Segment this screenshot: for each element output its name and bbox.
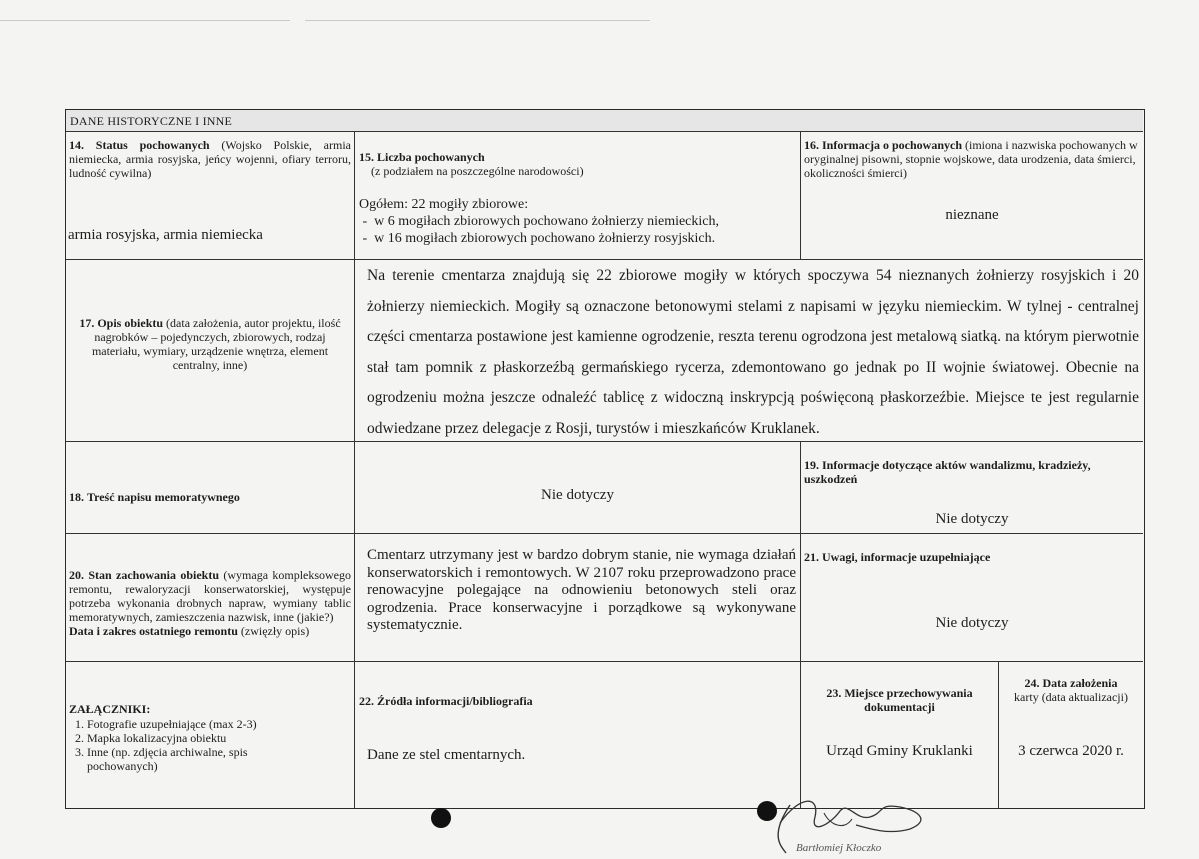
field-17-label: 17. Opis obiektu (data założenia, autor projektu, ilość nagrobków – pojedynczych, zbiorowych, rodzaj materiału, wymiary, urządzenie wnętrza, element centralny, inne) bbox=[79, 316, 341, 372]
field-24-label: 24. Data założenia karty (data aktualizacji) bbox=[1014, 676, 1128, 704]
field-16 bbox=[801, 132, 1143, 260]
field-21-value: Nie dotyczy bbox=[935, 615, 1009, 631]
field-19 bbox=[801, 442, 1143, 534]
field-18 bbox=[66, 442, 355, 534]
field-22-value: Dane ze stel cmentarnych. bbox=[367, 747, 526, 763]
field-22 bbox=[355, 662, 801, 808]
top-rule-left bbox=[0, 20, 290, 21]
top-rule-right bbox=[305, 20, 650, 21]
list-item: 1. Fotografie uzupełniające (max 2-3) bbox=[87, 717, 317, 731]
field-21 bbox=[801, 534, 1143, 662]
field-20 bbox=[66, 534, 355, 662]
field-19-value: Nie dotyczy bbox=[935, 511, 1009, 527]
attachments bbox=[66, 662, 355, 808]
field-21-label: 21. Uwagi, informacje uzupełniające bbox=[804, 550, 991, 564]
field-18-text: Nie dotyczy bbox=[541, 487, 614, 503]
field-20-label: 20. Stan zachowania obiektu (wymaga kompleksowego remontu, rewaloryzacji konserwatorskiej, występuje potrzeba wykonania drobnych napraw, wymiany tablic memoratywnych, zamieszczenia nazwisk, inne (jakie?) Data i zakres ostatniego remontu (zwięzły opis) bbox=[69, 568, 352, 638]
list-item: 3. Inne (np. zdjęcia archiwalne, spis pochowanych) bbox=[87, 745, 317, 773]
field-20-value: Cmentarz utrzymany jest w bardzo dobrym stanie, nie wymaga działań konserwatorskich i remontowych. W 2107 roku przeprowadzono prace renowacyjne polegające na odnowieniu betonowych steli oraz ogrodzenia. Prace konserwacyjne i porządkowe są wykonywane systematycznie. bbox=[355, 534, 801, 662]
field-23-label: 23. Miejsce przechowywania dokumentacji bbox=[826, 686, 973, 714]
field-18-label: 18. Treść napisu memoratywnego bbox=[69, 490, 240, 504]
field-18-value bbox=[355, 442, 801, 534]
field-19-label: 19. Informacje dotyczące aktów wandalizmu, kradzieży, uszkodzeń bbox=[804, 458, 1091, 486]
list-item: 2. Mapka lokalizacyjna obiektu bbox=[87, 731, 317, 745]
field-14-value: armia rosyjska, armia niemiecka bbox=[68, 227, 263, 243]
field-17 bbox=[66, 260, 355, 442]
field-14 bbox=[66, 132, 355, 260]
field-16-label: 16. Informacja o pochowanych (imiona i nazwiska pochowanych w oryginalnej pisowni, stopnie wojskowe, data urodzenia, data śmierci, okoliczności śmierci) bbox=[804, 138, 1138, 180]
field-23-value: Urząd Gminy Kruklanki bbox=[826, 743, 973, 759]
field-22-label: 22. Źródła informacji/bibliografia bbox=[359, 694, 533, 708]
field-24 bbox=[999, 662, 1143, 808]
section-title: DANE HISTORYCZNE I INNE bbox=[66, 110, 1143, 132]
field-23 bbox=[801, 662, 999, 808]
binder-hole-left bbox=[431, 808, 451, 828]
signature bbox=[760, 795, 960, 859]
field-17-value: Na terenie cmentarza znajdują się 22 zbiorowe mogiły w których spoczywa 54 nieznanych żołnierzy rosyjskich i 20 żołnierzy niemieckich. Mogiły są oznaczone betonowymi stelami z napisami w języku niemieckim. W tylnej - centralnej części cmentarza postawione jest kamienne ogrodzenie, reszta terenu ogrodzona jest metalową siatką. na którym pierwotnie stał tam pomnik z płaskorzeźbą germańskiego rycerza, zdemontowano go jednak po II wojnie światowej. Obecnie na ogrodzeniu można jeszcze odnaleźć tablicę z widoczną inskrypcją poświęconą płaskorzeźbie. Miejsce te jest regularnie odwiedzane przez delegacje z Rosji, turystów i mieszkańców Kruklanek. bbox=[355, 260, 1143, 442]
field-15-value: Ogółem: 22 mogiły zbiorowe: - w 6 mogiłach zbiorowych pochowano żołnierzy niemieckich, - w 16 mogiłach zbiorowych pochowano żołnierzy rosyjskich. bbox=[359, 197, 720, 246]
field-16-value: nieznane bbox=[945, 207, 999, 223]
historical-data-form bbox=[65, 109, 1145, 809]
list-item: - w 6 mogiłach zbiorowych pochowano żołnierzy niemieckich, bbox=[359, 214, 720, 229]
field-15 bbox=[355, 132, 801, 260]
list-item: - w 16 mogiłach zbiorowych pochowano żołnierzy rosyjskich. bbox=[359, 231, 716, 246]
attachments-title: ZAŁĄCZNIKI: bbox=[69, 702, 151, 716]
field-24-value: 3 czerwca 2020 r. bbox=[1018, 743, 1124, 759]
attachments-list bbox=[69, 717, 317, 773]
field-14-label: 14. Status pochowanych (Wojsko Polskie, armia niemiecka, armia rosyjska, jeńcy wojenni, ofiary terroru, ludność cywilna) bbox=[69, 138, 352, 180]
signature-name: Bartłomiej Kłoczko bbox=[796, 842, 882, 854]
field-15-label: 15. Liczba pochowanych (z podziałem na poszczególne narodowości) bbox=[359, 150, 584, 178]
